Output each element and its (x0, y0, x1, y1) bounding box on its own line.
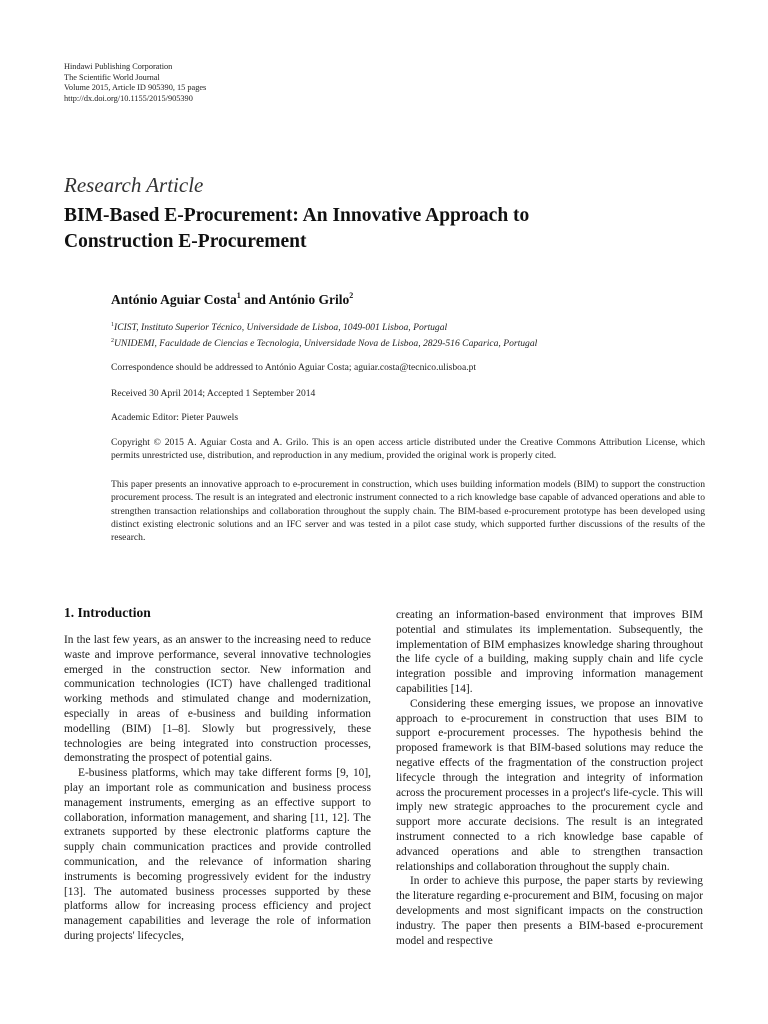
affiliation-2 (111, 338, 537, 349)
volume-info: Volume 2015, Article ID 905390, 15 pages (64, 83, 207, 93)
article-title (64, 203, 704, 255)
author-2-affiliation-mark: 2 (349, 291, 354, 300)
paragraph: Considering these emerging issues, we propose an innovative approach to e-procurement in construction that uses BIM to support e-procurement processes. The hypothesis behind the proposed framework is that BIM-based solutions may reduce the negative effects of the fragmentation of the construction project lifecycle through the integration and integrity of information across the procurement processes in a project's life-cycle. This will imply new strategic approaches to the procurement cycle and support more accurate decisions. The result is an integrated instrument connected to a rich knowledge base capable of advanced operations and able to strengthen transaction relationships and collaboration throughout the supply chain. (396, 697, 703, 873)
affiliation-2-mark: 2 (111, 338, 114, 344)
section-heading-introduction: 1. Introduction (64, 605, 151, 620)
title-line-2: Construction E-Procurement (64, 231, 307, 252)
affiliation-1-text: ICIST, Instituto Superior Técnico, Universidade de Lisboa, 1049-001 Lisboa, Portugal (114, 322, 448, 333)
academic-editor: Academic Editor: Pieter Pauwels (111, 412, 239, 423)
author-list (111, 291, 353, 308)
paragraph: In order to achieve this purpose, the paper starts by reviewing the literature regarding e-procurement and BIM, focusing on major developments and most significant impacts on the construction industry. The paper then presents a BIM-based e-procurement model and respective (396, 875, 703, 947)
journal-header (64, 62, 206, 104)
author-connector: and (240, 292, 269, 307)
right-column (396, 608, 703, 948)
author-1: António Aguiar Costa (111, 292, 237, 307)
doi-link[interactable]: http://dx.doi.org/10.1155/2015/905390 (64, 93, 193, 103)
affiliation-1 (111, 322, 447, 333)
received-dates: Received 30 April 2014; Accepted 1 September 2014 (111, 388, 316, 399)
paragraph: creating an information-based environment that improves BIM potential and stimulates its implementation. Subsequently, the implementation of BIM emphasizes knowledge sharing throughout the life cycle of a building, making supply chain and life cycle integration possible and improving information management capabilities [14]. (396, 609, 703, 695)
article-type: Research Article (64, 173, 204, 197)
author-2: António Grilo (268, 292, 350, 307)
title-line-1: BIM-Based E-Procurement: An Innovative Approach to (64, 205, 530, 226)
left-column (64, 633, 371, 944)
copyright-notice: Copyright © 2015 A. Aguiar Costa and A. Grilo. This is an open access article distributed under the Creative Commons Attribution License, which permits unrestricted use, distribution, and reproduction in any medium, provided the original work is properly cited. (111, 437, 705, 462)
paragraph: E-business platforms, which may take different forms [9, 10], play an important role as communication and business process management instruments, emerging as an effective support to collaboration, information management, and sharing [11, 12]. The extranets supported by these electronic platforms capture the supply chain communication practices and provide controlled communication, and the relevance of information sharing instruments is becoming progressively evident for the industry [13]. The automated business processes supported by these platforms allow for increasing process efficiency and project management capabilities and leverage the role of information during projects' lifecycles, (64, 767, 371, 942)
affiliation-2-text: UNIDEMI, Faculdade de Ciencias e Tecnologia, Universidade Nova de Lisboa, 2829-516 Caparica, Portugal (114, 338, 538, 349)
paragraph: In the last few years, as an answer to the increasing need to reduce waste and improve performance, several innovative technologies emerged in the construction sector. New information and communication technologies (ICT) have challenged traditional working methods and stimulated change and modernization, especially in areas of e-business and building information modelling (BIM) [1–8]. Slowly but progressively, these technologies are being integrated into construction processes, demonstrating the prospect of potential gains. (64, 634, 371, 765)
author-1-affiliation-mark: 1 (236, 291, 241, 300)
affiliation-1-mark: 1 (111, 322, 114, 328)
abstract: This paper presents an innovative approach to e-procurement in construction, which uses building information models (BIM) to support the construction procurement process. The result is an integrated and electronic instrument connected to a rich knowledge base capable of advanced operations and able to strengthen transaction relationships and collaboration throughout the supply chain. The BIM-based e-procurement prototype has been developed using distinct existing electronic solutions and an IFC server and was tested in a pilot case study, which supported further discussions of the results of the research. (111, 479, 705, 544)
correspondence: Correspondence should be addressed to António Aguiar Costa; aguiar.costa@tecnico.ulisboa.pt (111, 362, 477, 373)
journal-name: The Scientific World Journal (64, 72, 160, 82)
publisher: Hindawi Publishing Corporation (64, 62, 173, 71)
